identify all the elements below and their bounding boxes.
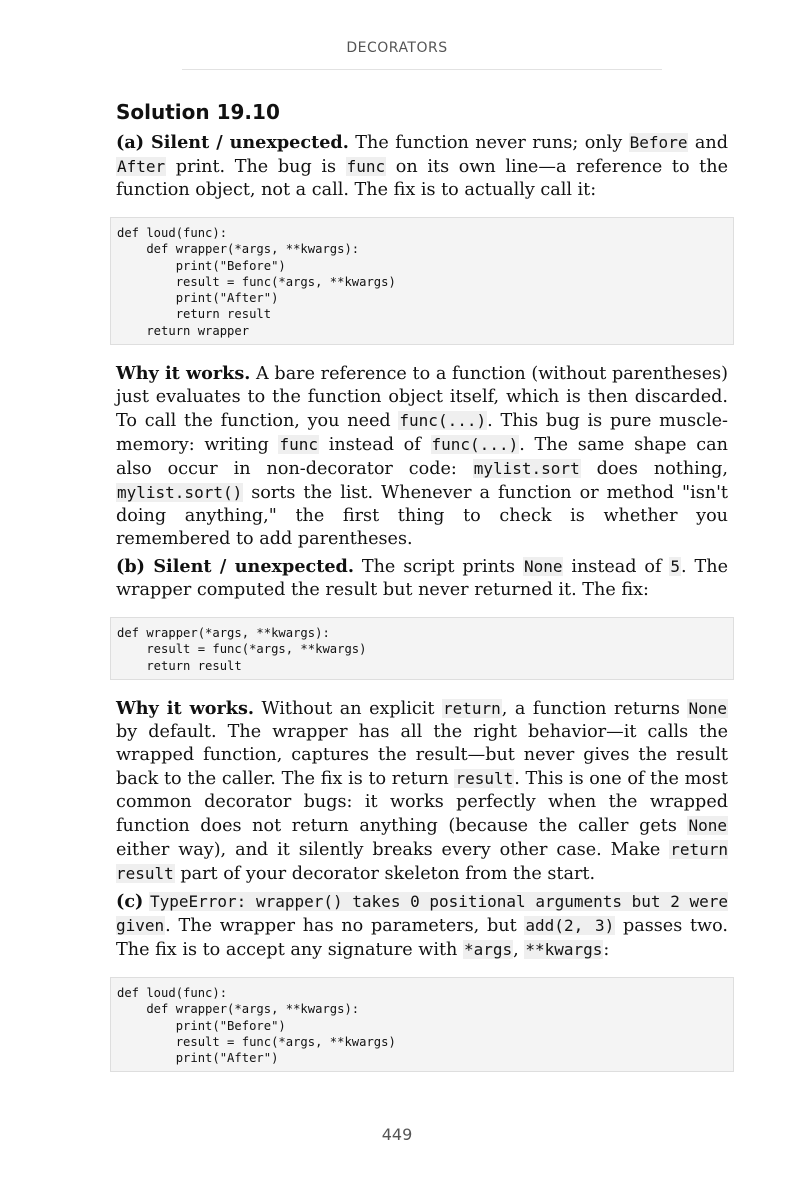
text-run: . This is one of the most common decorator bugs: it works perfectly when the wrapped function does not return anything (because the caller gets [116, 768, 728, 836]
text-run: . The wrapper computed the result but never returned it. The fix: [116, 557, 728, 601]
text-run: passes two. The fix is to accept any signature with [116, 915, 728, 960]
inline-code: func(...) [431, 435, 519, 455]
inline-code: return [442, 698, 501, 718]
text-run: does nothing, [580, 459, 728, 480]
inline-code: None [688, 698, 727, 718]
inline-code: result [455, 768, 514, 788]
text-run: instead of [563, 557, 670, 578]
text-run: : [603, 939, 610, 960]
text-run: and [688, 133, 728, 153]
page-number: 449 [381, 1125, 413, 1144]
part-a-paragraph [116, 131, 728, 202]
inline-code: mylist.sort [473, 459, 580, 479]
header-rule [182, 69, 662, 70]
part-a-why-paragraph [116, 362, 728, 551]
why-label: Why it works. [116, 697, 254, 719]
inline-code: func [346, 157, 386, 176]
part-b-label: (b) Silent / unexpected. [116, 556, 354, 578]
part-b-paragraph [116, 555, 728, 602]
text-run: on its own line—a reference to the function object, not a call. The fix is to actually call it: [116, 157, 728, 200]
inline-code: Before [629, 133, 688, 152]
inline-code: None [523, 557, 563, 577]
code-block-a: def loud(func): def wrapper(*args, **kwargs): print("Before") result = func(*args, **kwargs) print("After") return result return wrapper [110, 217, 734, 345]
inline-code: TypeError: wrapper() takes 0 positional arguments but 2 were given [116, 891, 729, 935]
inline-code: 5 [670, 557, 681, 577]
running-header: DECORATORS [346, 40, 448, 56]
text-run: The function never runs; only [348, 133, 629, 153]
part-c-paragraph [116, 890, 728, 962]
inline-code: add(2, 3) [525, 915, 615, 935]
inline-code: After [117, 157, 166, 176]
inline-code: func(...) [399, 411, 487, 431]
text-run: print. The bug is [166, 157, 346, 177]
text-run: . The same shape can also occur in non-decorator code: [116, 435, 728, 480]
text-run: The script prints [354, 557, 523, 578]
inline-code: **kwargs [525, 939, 603, 959]
solution-heading: Solution 19.10 [116, 100, 280, 124]
inline-code: func [279, 435, 319, 455]
part-a-label: (a) Silent / unexpected. [116, 132, 349, 153]
text-run: part of your decorator skeleton from the start. [174, 863, 596, 884]
text-run: , [513, 939, 525, 960]
text-run: instead of [319, 435, 431, 456]
why-label: Why it works. [116, 363, 251, 385]
inline-code: mylist.sort() [117, 483, 243, 503]
text-run: either way), and it silently breaks every other case. Make [116, 839, 670, 860]
text-run: by default. The wrapper has all the right behavior—it calls the wrapped function, captures the result—but never gives the result back to the caller. The fix is to return [116, 721, 728, 789]
text-run: , a function returns [501, 698, 688, 719]
inline-code: None [688, 815, 727, 835]
text-run: sorts the list. Whenever a function or method "isn't doing anything," the first thing to check is whether you remembered to add parentheses. [116, 483, 728, 550]
code-block-c: def loud(func): def wrapper(*args, **kwargs): print("Before") result = func(*args, **kwargs) print("After") [110, 977, 734, 1072]
text-run: . This bug is pure muscle-memory: writing [116, 411, 728, 456]
part-c-label: (c) [116, 890, 144, 912]
part-b-why-paragraph [116, 697, 728, 886]
inline-code: return result [116, 839, 728, 883]
page-content [116, 99, 728, 1089]
text-run: Without an explicit [254, 698, 442, 719]
text-run: A bare reference to a function (without parentheses) just evaluates to the function object itself, which is then discarded. To call the function, you need [116, 364, 728, 432]
text-run: . The wrapper has no parameters, but [165, 915, 525, 936]
inline-code: *args [463, 939, 513, 959]
code-block-b: def wrapper(*args, **kwargs): result = func(*args, **kwargs) return result [110, 617, 734, 680]
